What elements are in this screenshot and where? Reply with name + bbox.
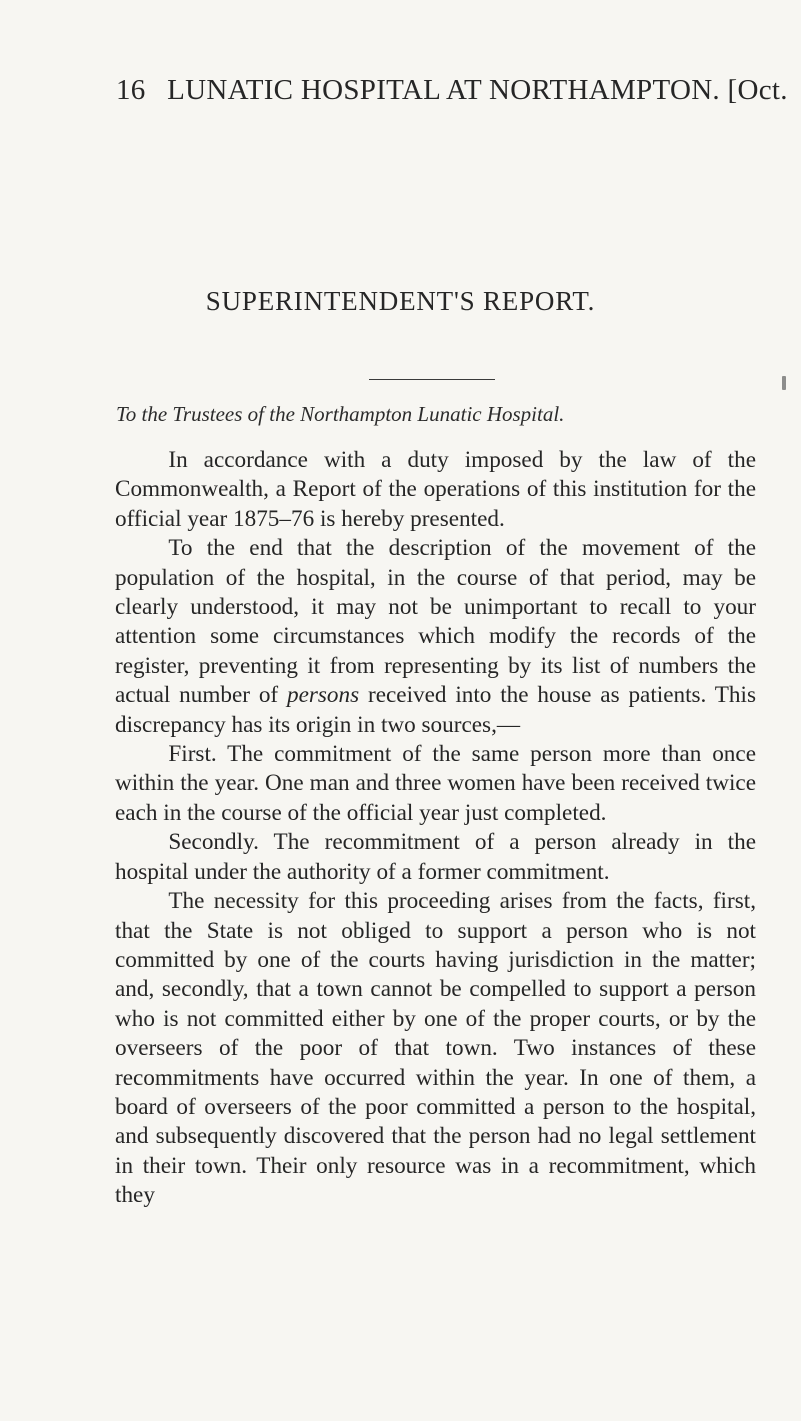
paragraph-3: First. The commitment of the same person more than once within the year. One man and three women have been received twice each in the course of the official year just completed. bbox=[115, 741, 756, 826]
report-title: SUPERINTENDENT'S REPORT. bbox=[205, 286, 596, 316]
paragraph-2 bbox=[115, 534, 756, 740]
paragraph-2-text-a: To the end that the description of the movement of the population of the hospital, in the course of that period, may be clearly understood, it may not be unimportant to recall to your attention some circumstances which modify the records of the register, preventing it from representing by its list of numbers the actual number of bbox=[115, 535, 756, 709]
paragraph-1: In accordance with a duty imposed by the law of the Commonwealth, a Report of the operations of this institution for the official year 1875–76 is hereby presented. bbox=[115, 447, 756, 532]
title-divider bbox=[369, 379, 495, 380]
running-head-title: LUNATIC HOSPITAL AT NORTHAMPTON. bbox=[167, 74, 720, 106]
page-number: 16 bbox=[116, 74, 146, 106]
margin-mark bbox=[782, 376, 786, 390]
paragraph-4: Secondly. The recommitment of a person already in the hospital under the authority of a former commitment. bbox=[115, 829, 756, 885]
running-head bbox=[116, 74, 788, 107]
salutation: To the Trustees of the Northampton Lunatic Hospital. bbox=[116, 402, 565, 426]
report-body bbox=[115, 446, 756, 1211]
paragraph-2-emphasis: persons bbox=[286, 682, 360, 709]
paragraph-5: The necessity for this proceeding arises from the facts, first, that the State is not obliged to support a person who is not committed by one of the courts having jurisdiction in the matter; and, secondly, that a town cannot be compelled to support a person who is not committed either by one of the proper courts, or by the overseers of the poor of that town. Two instances of these recommitments have occurred within the year. In one of them, a board of overseers of the poor committed a person to the hospital, and subsequently discovered that the person had no legal settlement in their town. Their only resource was in a recommitment, which they bbox=[115, 888, 756, 1209]
paragraph-2-text-b: received into the house as patients. This discrepancy has its origin in two sources,— bbox=[115, 682, 756, 738]
running-head-date: [Oct. bbox=[727, 74, 788, 106]
